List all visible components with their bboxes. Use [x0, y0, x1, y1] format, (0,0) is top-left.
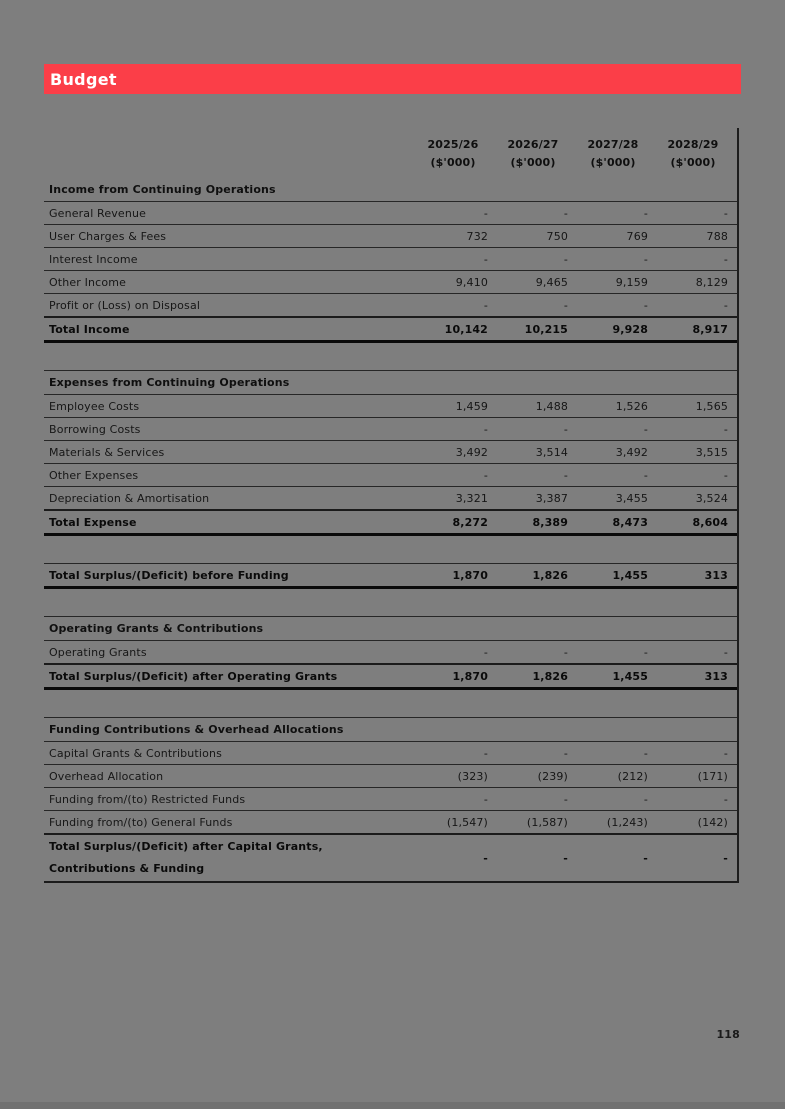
cell-value: (1,243) [606, 815, 648, 829]
column-header-year: 2026/27 ($'000) [507, 138, 559, 169]
table-row [44, 225, 738, 248]
cell-value: - [643, 206, 648, 220]
cell-value: (239) [537, 769, 568, 783]
cell-value: 9,465 [535, 275, 568, 289]
cell-value: 769 [626, 229, 648, 243]
total-row [44, 665, 738, 690]
table-row [44, 395, 738, 418]
cell-value: - [483, 422, 488, 436]
cell-value: - [723, 422, 728, 436]
row-label: User Charges & Fees [49, 229, 167, 243]
cell-value: (323) [457, 769, 488, 783]
row-label: Other Expenses [49, 468, 139, 482]
cell-value: 1,826 [532, 568, 568, 582]
cell-value: - [643, 851, 648, 865]
cell-value: - [483, 298, 488, 312]
cell-value: - [563, 298, 568, 312]
section-gap [44, 536, 738, 563]
table-row [44, 487, 738, 511]
total-row [44, 318, 738, 343]
row-label: General Revenue [49, 206, 147, 220]
budget-table [44, 128, 738, 883]
row-label: Interest Income [49, 252, 138, 266]
row-label: Total Surplus/(Deficit) after Operating Grants [49, 669, 338, 683]
cell-value: - [643, 252, 648, 266]
row-label: Overhead Allocation [49, 769, 164, 783]
cell-value: - [483, 792, 488, 806]
cell-value: 1,455 [612, 669, 648, 683]
table-row [44, 464, 738, 487]
cell-value: - [723, 851, 728, 865]
cell-value: - [483, 851, 488, 865]
section-header: Operating Grants & Contributions [44, 616, 738, 641]
cell-value: 8,473 [612, 515, 648, 529]
cell-value: 3,387 [535, 491, 568, 505]
cell-value: 8,389 [532, 515, 568, 529]
table-right-rule [737, 128, 739, 883]
row-label: Funding from/(to) Restricted Funds [49, 792, 246, 806]
grand-total-row [44, 835, 738, 883]
row-label: Operating Grants [49, 645, 147, 659]
cell-value: 788 [706, 229, 728, 243]
cell-value: - [563, 422, 568, 436]
cell-value: 3,455 [615, 491, 648, 505]
cell-value: 3,515 [695, 445, 728, 459]
cell-value: - [723, 298, 728, 312]
title-banner [44, 64, 741, 94]
total-row [44, 563, 738, 589]
cell-value: 8,604 [692, 515, 728, 529]
cell-value: - [483, 645, 488, 659]
cell-value: 8,917 [692, 322, 728, 336]
row-label: Depreciation & Amortisation [49, 491, 210, 505]
cell-value: - [643, 468, 648, 482]
cell-value: 3,492 [615, 445, 648, 459]
column-header-year: 2025/26 ($'000) [427, 138, 479, 169]
cell-value: - [563, 252, 568, 266]
table-section-funding [44, 717, 738, 883]
table-row [44, 811, 738, 835]
cell-value: - [723, 645, 728, 659]
cell-value: - [483, 206, 488, 220]
table-section-expenses [44, 370, 738, 536]
cell-value: - [643, 792, 648, 806]
table-row [44, 441, 738, 464]
cell-value: - [643, 298, 648, 312]
column-header-year: 2028/29 ($'000) [667, 138, 719, 169]
table-row [44, 765, 738, 788]
cell-value: 1,565 [695, 399, 728, 413]
cell-value: (1,587) [526, 815, 568, 829]
row-label: Total Income [49, 322, 130, 336]
cell-value: 1,826 [532, 669, 568, 683]
table-row [44, 641, 738, 665]
cell-value: 1,870 [452, 568, 488, 582]
cell-value: 9,410 [455, 275, 488, 289]
cell-value: (142) [697, 815, 728, 829]
cell-value: 1,488 [535, 399, 568, 413]
section-header: Expenses from Continuing Operations [44, 370, 738, 395]
cell-value: 8,129 [695, 275, 728, 289]
cell-value: 1,455 [612, 568, 648, 582]
cell-value: - [643, 746, 648, 760]
cell-value: - [483, 746, 488, 760]
row-label: Borrowing Costs [49, 422, 141, 436]
cell-value: - [563, 468, 568, 482]
row-label: Total Expense [49, 515, 137, 529]
section-header: Funding Contributions & Overhead Allocations [44, 717, 738, 742]
cell-value: - [723, 252, 728, 266]
cell-value: 1,870 [452, 669, 488, 683]
cell-value: 732 [466, 229, 488, 243]
cell-value: - [563, 851, 568, 865]
cell-value: - [723, 206, 728, 220]
column-headers-spacer [44, 135, 418, 178]
cell-value: 3,492 [455, 445, 488, 459]
cell-value: 10,142 [444, 322, 488, 336]
cell-value: 1,526 [615, 399, 648, 413]
table-row [44, 742, 738, 765]
table-section-income [44, 178, 738, 343]
cell-value: 9,159 [615, 275, 648, 289]
total-row [44, 511, 738, 536]
cell-value: - [723, 468, 728, 482]
section-gap [44, 690, 738, 717]
cell-value: 750 [546, 229, 568, 243]
cell-value: (212) [617, 769, 648, 783]
page-number: 118 [716, 1028, 740, 1041]
row-label: Other Income [49, 275, 127, 289]
table-row [44, 202, 738, 225]
cell-value: 313 [704, 669, 728, 683]
cell-value: 1,459 [455, 399, 488, 413]
row-label: Employee Costs [49, 399, 140, 413]
cell-value: - [483, 252, 488, 266]
cell-value: 3,524 [695, 491, 728, 505]
table-section-surplus-before-funding [44, 563, 738, 589]
cell-value: - [563, 206, 568, 220]
cell-value: - [643, 645, 648, 659]
table-row [44, 294, 738, 318]
column-headers [44, 128, 738, 178]
cell-value: - [723, 792, 728, 806]
cell-value: 3,514 [535, 445, 568, 459]
table-row [44, 248, 738, 271]
row-label: Total Surplus/(Deficit) after Capital Grants, Contributions & Funding [49, 840, 323, 875]
page-bottom-edge [0, 1102, 785, 1109]
row-label: Profit or (Loss) on Disposal [49, 298, 201, 312]
cell-value: 8,272 [452, 515, 488, 529]
cell-value: 3,321 [455, 491, 488, 505]
row-label: Materials & Services [49, 445, 165, 459]
column-header-year: 2027/28 ($'000) [587, 138, 639, 169]
row-label: Total Surplus/(Deficit) before Funding [49, 568, 289, 582]
section-header: Income from Continuing Operations [44, 178, 738, 202]
cell-value: 10,215 [524, 322, 568, 336]
cell-value: - [563, 792, 568, 806]
cell-value: 9,928 [612, 322, 648, 336]
table-row [44, 271, 738, 294]
page-title: Budget [50, 69, 117, 89]
cell-value: - [723, 746, 728, 760]
cell-value: - [563, 746, 568, 760]
cell-value: - [643, 422, 648, 436]
section-gap [44, 343, 738, 370]
table-row [44, 788, 738, 811]
row-label: Capital Grants & Contributions [49, 746, 222, 760]
cell-value: (171) [697, 769, 728, 783]
table-row [44, 418, 738, 441]
section-gap [44, 589, 738, 616]
cell-value: - [483, 468, 488, 482]
cell-value: (1,547) [446, 815, 488, 829]
cell-value: 313 [704, 568, 728, 582]
table-section-operating-grants [44, 616, 738, 690]
cell-value: - [563, 645, 568, 659]
row-label: Funding from/(to) General Funds [49, 815, 233, 829]
